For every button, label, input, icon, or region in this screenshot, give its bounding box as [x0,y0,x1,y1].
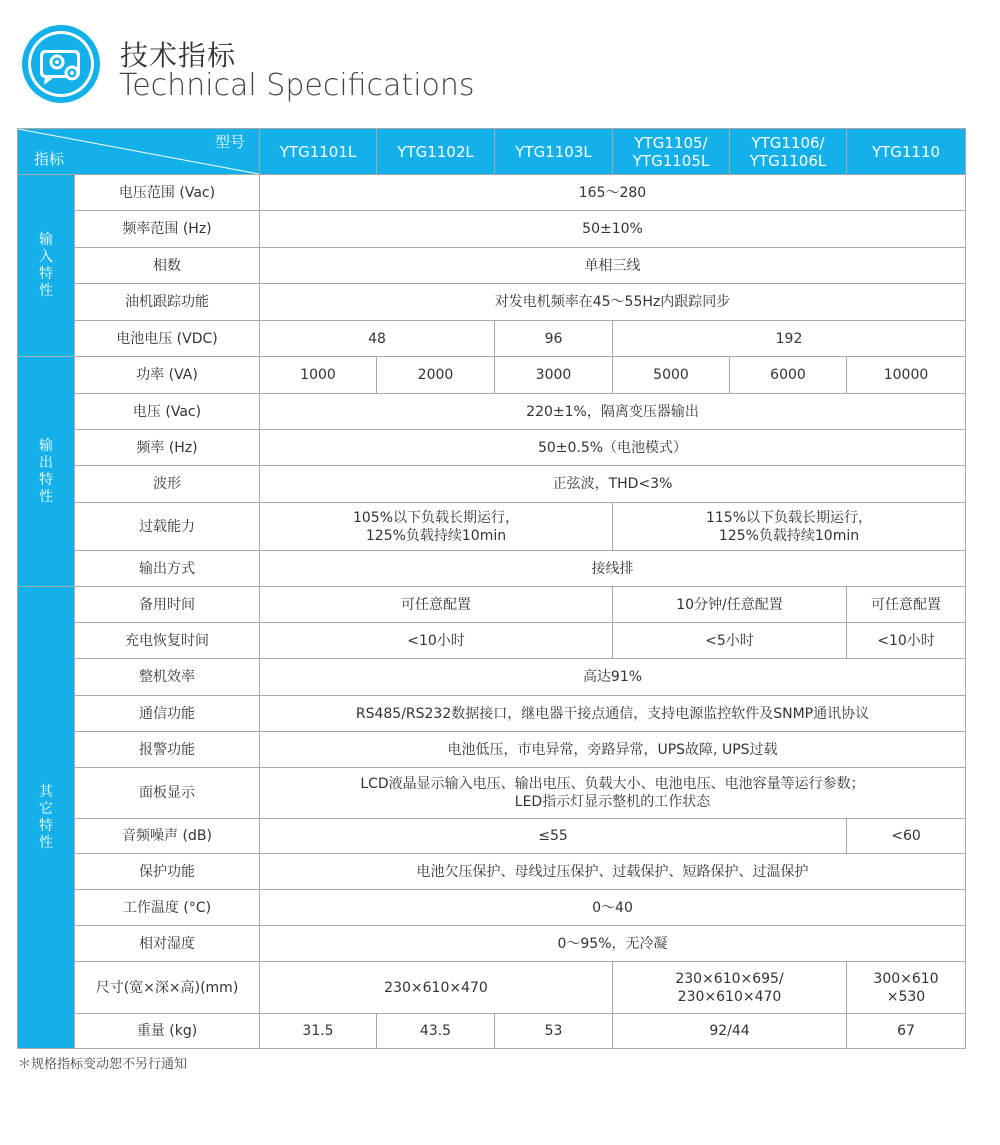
row-label: 过载能力 [75,503,260,551]
cell-value: 5000 [613,357,730,394]
cell-value: 48 [260,321,495,357]
cell-value: LCD液晶显示输入电压、输出电压、负载大小、电池电压、电池容量等运行参数； LED指示灯显示整机的工作状态 [260,768,966,819]
model-header: YTG1106/ YTG1106L [730,129,847,175]
cell-value: 115%以下负载长期运行， 125%负载持续10min [613,503,966,551]
cell-value: 接线排 [260,551,966,587]
table-row [18,732,966,768]
footnote: ＊规格指标变动恕不另行通知 [18,1057,188,1072]
cell-value: 单相三线 [260,248,966,284]
corner-index-label: 指标 [34,150,65,168]
table-row [18,1014,966,1049]
cell-value: 电池欠压保护、母线过压保护、过载保护、短路保护、过温保护 [260,854,966,890]
cell-value: 10分钟/任意配置 [613,587,847,623]
settings-window-icon [20,23,102,105]
table-row [18,696,966,732]
table-row [18,211,966,248]
row-label: 备用时间 [75,587,260,623]
table-row [18,890,966,926]
cell-value: <5小时 [613,623,847,659]
table-row [18,466,966,503]
cell-value: 1000 [260,357,377,394]
cell-value: 230×610×470 [260,962,613,1014]
row-label: 相数 [75,248,260,284]
cell-value: 43.5 [377,1014,495,1049]
cell-value: ≤55 [260,819,847,854]
cell-value: 165～280 [260,175,966,211]
cell-value: 可任意配置 [847,587,966,623]
table-row [18,503,966,551]
model-header: YTG1102L [377,129,495,175]
table-row [18,394,966,430]
cell-value: 电池低压，市电异常，旁路异常，UPS故障, UPS过载 [260,732,966,768]
table-row [18,962,966,1014]
table-row [18,430,966,466]
table-row [18,768,966,819]
row-label: 波形 [75,466,260,503]
table-row [18,587,966,623]
table-row [18,551,966,587]
row-label: 油机跟踪功能 [75,284,260,321]
table-row [18,623,966,659]
header-row [18,129,966,175]
row-label: 保护功能 [75,854,260,890]
group-other: 其它特性 [18,587,75,1049]
row-label: 输出方式 [75,551,260,587]
page-header [0,0,1000,120]
cell-value: <60 [847,819,966,854]
cell-value: 对发电机频率在45～55Hz内跟踪同步 [260,284,966,321]
row-label: 尺寸(宽×深×高)(mm) [75,962,260,1014]
cell-value: 6000 [730,357,847,394]
model-header: YTG1101L [260,129,377,175]
cell-value: 50±10% [260,211,966,248]
cell-value: 105%以下负载长期运行， 125%负载持续10min [260,503,613,551]
table-row [18,659,966,696]
model-header: YTG1103L [495,129,613,175]
row-label: 相对湿度 [75,926,260,962]
table-row [18,248,966,284]
cell-value: 正弦波，THD<3% [260,466,966,503]
model-header: YTG1105/ YTG1105L [613,129,730,175]
row-label: 频率 (Hz) [75,430,260,466]
cell-value: 0～40 [260,890,966,926]
table-row [18,284,966,321]
page-subtitle: Technical Specifications [119,68,475,103]
cell-value: 50±0.5%（电池模式） [260,430,966,466]
table-row [18,854,966,890]
row-label: 报警功能 [75,732,260,768]
row-label: 面板显示 [75,768,260,819]
group-input: 输入特性 [18,175,75,357]
spec-table [17,128,966,1049]
cell-value: <10小时 [847,623,966,659]
cell-value: 92/44 [613,1014,847,1049]
row-label: 通信功能 [75,696,260,732]
cell-value: 10000 [847,357,966,394]
cell-value: 230×610×695/ 230×610×470 [613,962,847,1014]
table-row [18,819,966,854]
row-label: 重量 (kg) [75,1014,260,1049]
corner-cell [18,129,260,175]
row-label: 音频噪声 (dB) [75,819,260,854]
row-label: 整机效率 [75,659,260,696]
cell-value: 0～95%，无冷凝 [260,926,966,962]
cell-value: 可任意配置 [260,587,613,623]
page-title: 技术指标 [120,39,237,72]
table-row [18,926,966,962]
cell-value: <10小时 [260,623,613,659]
cell-value: 31.5 [260,1014,377,1049]
row-label: 频率范围 (Hz) [75,211,260,248]
table-row [18,321,966,357]
table-row [18,357,966,394]
cell-value: 67 [847,1014,966,1049]
table-row [18,175,966,211]
row-label: 充电恢复时间 [75,623,260,659]
cell-value: 53 [495,1014,613,1049]
cell-value: 300×610 ×530 [847,962,966,1014]
model-header: YTG1110 [847,129,966,175]
row-label: 电池电压 (VDC) [75,321,260,357]
row-label: 电压 (Vac) [75,394,260,430]
row-label: 工作温度 (°C) [75,890,260,926]
cell-value: 220±1%，隔离变压器输出 [260,394,966,430]
cell-value: 2000 [377,357,495,394]
cell-value: 3000 [495,357,613,394]
corner-model-label: 型号 [214,133,245,151]
cell-value: 192 [613,321,966,357]
cell-value: RS485/RS232数据接口，继电器干接点通信，支持电源监控软件及SNMP通讯协议 [260,696,966,732]
row-label: 功率 (VA) [75,357,260,394]
group-output: 输出特性 [18,357,75,587]
row-label: 电压范围 (Vac) [75,175,260,211]
cell-value: 96 [495,321,613,357]
cell-value: 高达91% [260,659,966,696]
